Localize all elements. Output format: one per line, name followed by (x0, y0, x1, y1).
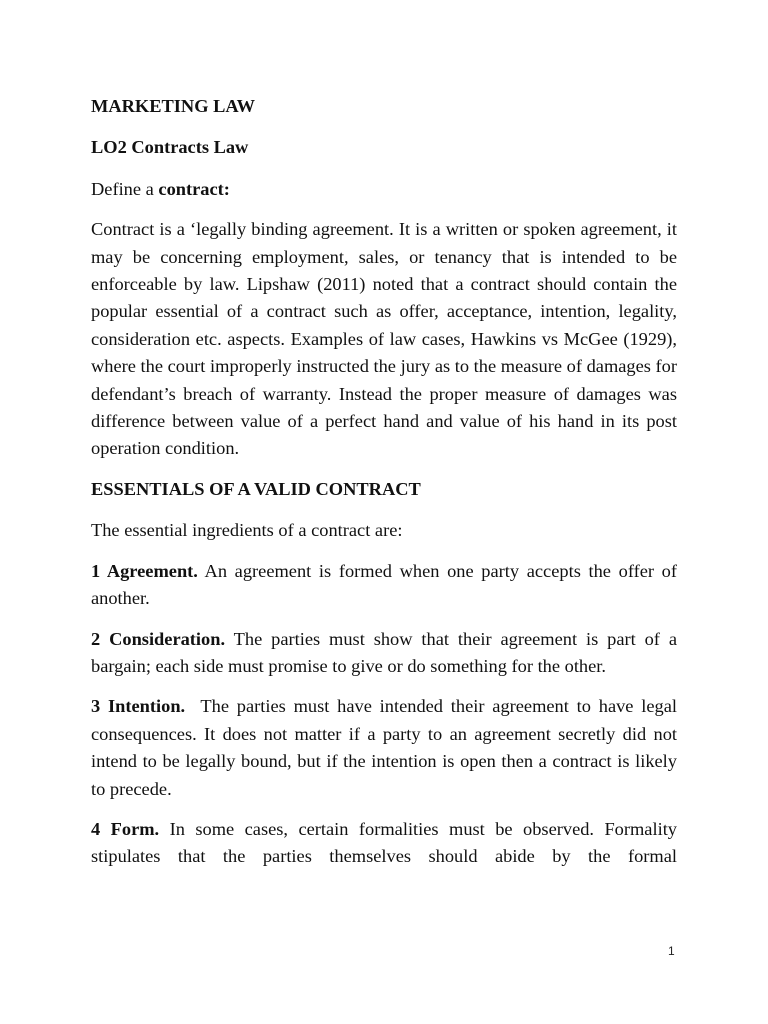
section-heading: ESSENTIALS OF A VALID CONTRACT (91, 478, 421, 499)
essential-agreement (91, 558, 677, 613)
definition-paragraph: Contract is a ‘legally binding agreement. It is a written or spoken agreement, it may be concerning employment, sales, or tenancy that is intended to be enforceable by law. Lipshaw (2011) noted that a contract should contain the popular essential of a contract such as offer, acceptance, intention, legality, consideration etc. aspects. Examples of law cases, Hawkins vs McGee (1929), where the court improperly instructed the jury as to the measure of damages for defendant’s breach of warranty. Instead the proper measure of damages was difference between value of a perfect hand and value of his hand in its post operation condition. (91, 219, 677, 459)
document-page (91, 93, 682, 871)
define-line (91, 176, 677, 203)
essential-text: The parties must show that their agreement is part of a bargain; each side must promise to give or do something for the other. (91, 628, 677, 676)
essential-label: 1 Agreement. (91, 560, 198, 581)
essential-label: 3 Intention. (91, 696, 186, 717)
essential-text: The parties must have intended their agreement to have legal consequences. It does not matter if a party to an agreement secretly did not intend to be legally bound, but if the intention is open then a contract is likely to precede. (91, 696, 682, 799)
essential-intention (91, 693, 682, 803)
essential-label: 2 Consideration. (91, 628, 226, 649)
essential-text: In some cases, certain formalities must be observed. Formality stipulates that the parties themselves should abide by the formal (91, 818, 677, 867)
section-intro: The essential ingredients of a contract are: (91, 520, 403, 541)
document-subtitle: LO2 Contracts Law (91, 137, 249, 158)
define-prefix: Define a (91, 178, 159, 199)
essential-text: An agreement is formed when one party accepts the offer of another. (91, 560, 677, 609)
essential-label: 4 Form. (91, 818, 160, 839)
page-number: 1 (668, 944, 675, 958)
define-term: contract: (158, 178, 230, 199)
document-title: MARKETING LAW (91, 96, 255, 116)
essential-consideration (91, 626, 677, 681)
essential-form (91, 816, 677, 871)
